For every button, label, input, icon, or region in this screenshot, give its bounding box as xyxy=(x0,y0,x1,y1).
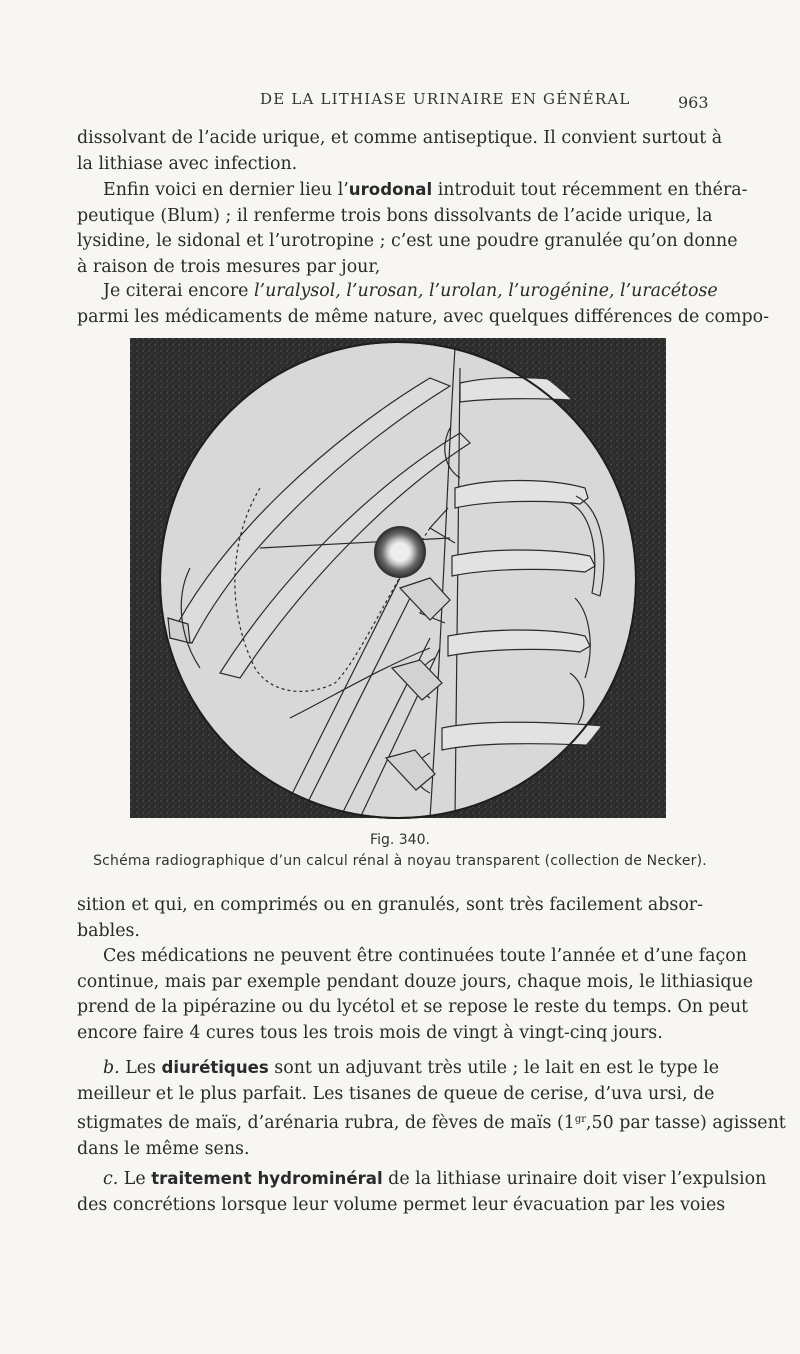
text-line: dissolvant de l’acide urique, et comme antiseptique. Il convient surtout à xyxy=(77,128,723,148)
paragraph-7 xyxy=(77,1166,767,1218)
figure-number: Fig. 340. xyxy=(370,832,430,848)
paragraph-3 xyxy=(77,279,769,330)
text-line: c. Le traitement hydrominéral de la lithiase urinaire doit viser l’expulsion xyxy=(103,1169,767,1189)
text-line: à raison de trois mesures par jour, xyxy=(77,256,381,277)
transparent-nucleus xyxy=(390,542,410,562)
paragraph-5 xyxy=(77,944,754,1046)
text-line: parmi les médicaments de même nature, avec quelques différences de compo- xyxy=(77,306,769,327)
figure-caption: Schéma radiographique d’un calcul rénal à noyau transparent (collection de Necker). xyxy=(93,853,707,869)
drug-list: l’uralysol, l’urosan, l’urolan, l’urogénine, l’uracétose xyxy=(253,281,718,301)
radiograph-figure xyxy=(130,338,666,818)
text-line: peutique (Blum) ; il renferme trois bons dissolvants de l’acide urique, la xyxy=(77,205,713,226)
paragraph-1 xyxy=(77,126,723,177)
text-line: des concrétions lorsque leur volume permet leur évacuation par les voies xyxy=(77,1194,726,1215)
text-line: encore faire 4 cures tous les trois mois de vingt à vingt-cinq jours. xyxy=(77,1022,663,1043)
text-line: dans le même sens. xyxy=(77,1138,250,1159)
text-line: la lithiase avec infection. xyxy=(77,153,298,174)
page-number: 963 xyxy=(678,93,709,112)
text-line: b. Les diurétiques sont un adjuvant très utile ; le lait en est le type le xyxy=(103,1058,720,1078)
term-urodonal: urodonal xyxy=(348,180,433,199)
text-line: lysidine, le sidonal et l’urotropine ; c’est une poudre granulée qu’on donne xyxy=(77,231,738,252)
term-traitement-hydromineral: traitement hydrominéral xyxy=(151,1169,383,1188)
text-line: Enfin voici en dernier lieu l’urodonal introduit tout récemment en théra- xyxy=(103,180,748,200)
text-line: stigmates de maïs, d’arénaria rubra, de fèves de maïs ($1^{gr},50$ par tasse) agissent xyxy=(77,1113,786,1134)
text-line: Je citerai encore l’uralysol, l’urosan, l’urolan, l’urogénine, l’uracétose xyxy=(103,281,718,301)
text-line: meilleur et le plus parfait. Les tisanes de queue de cerise, d’uva ursi, de xyxy=(77,1083,715,1104)
text-line: prend de la pipérazine ou du lycétol et se repose le reste du temps. On peut xyxy=(77,997,749,1018)
paragraph-4 xyxy=(77,893,703,944)
text-line: sition et qui, en comprimés ou en granulés, sont très facilement absor- xyxy=(77,895,703,915)
text-line: continue, mais par exemple pendant douze jours, chaque mois, le lithiasique xyxy=(77,971,754,992)
text-line: Ces médications ne peuvent être continuées toute l’année et d’une façon xyxy=(103,946,747,966)
text-line: bables. xyxy=(77,920,140,941)
term-diuretiques: diurétiques xyxy=(161,1058,269,1077)
paragraph-2 xyxy=(77,177,748,280)
running-head: DE LA LITHIASE URINAIRE EN GÉNÉRAL xyxy=(260,90,631,108)
paragraph-6 xyxy=(77,1055,786,1162)
